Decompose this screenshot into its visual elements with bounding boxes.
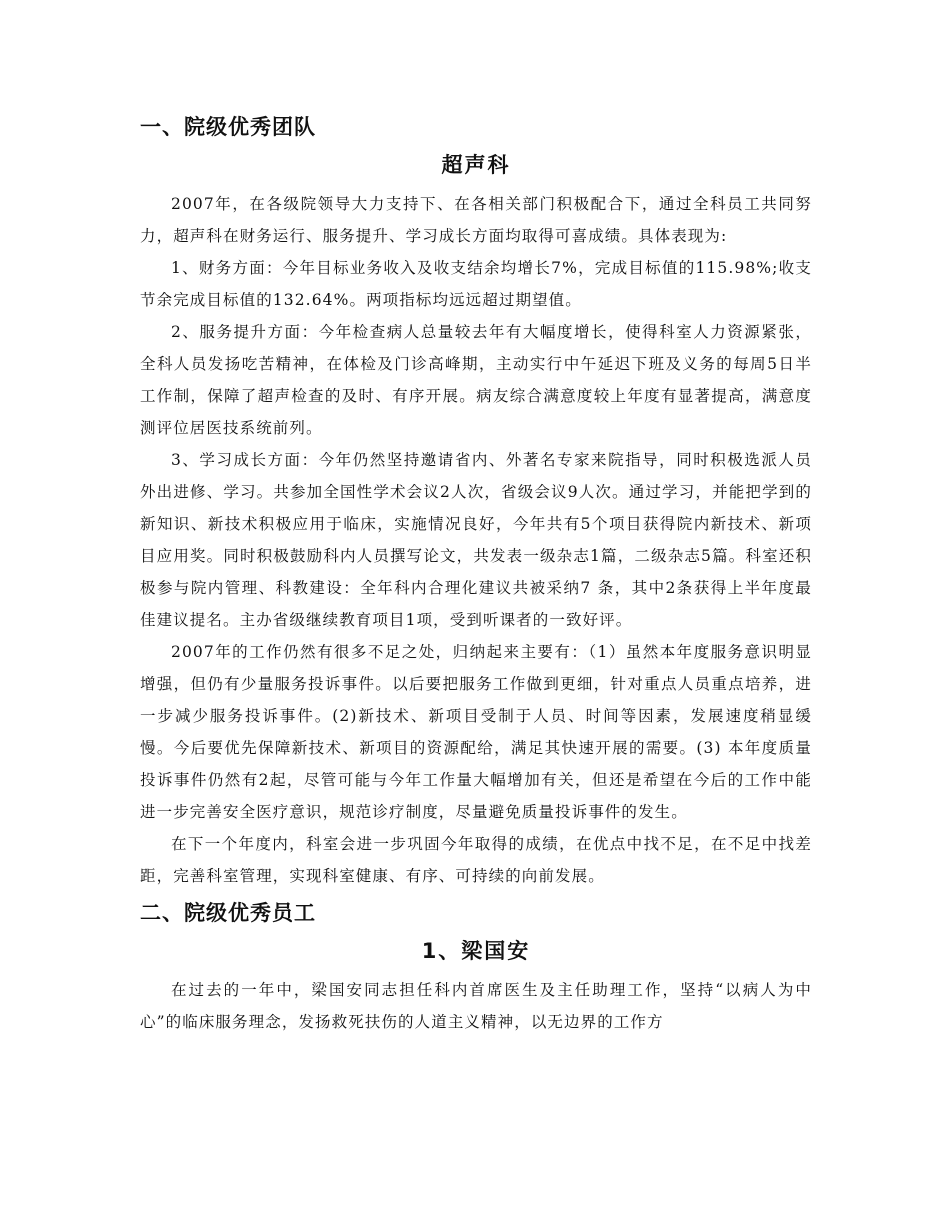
- service-paragraph: 2、服务提升方面：今年检查病人总量较去年有大幅度增长，使得科室人力资源紧张，全科人员发扬吃苦精神，在体检及门诊高峰期，主动实行中午延迟下班及义务的每周5日半工作制，保障了超声检查的及时、有序开展。病友综合满意度较上年度有显著提高，满意度测评位居医技系统前列。: [140, 323, 812, 437]
- shortcomings-paragraph: 2007年的工作仍然有很多不足之处，归纳起来主要有：（1）虽然本年度服务意识明显增强，但仍有少量服务投诉事件。以后要把服务工作做到更细，针对重点人员重点培养，进一步减少服务投诉事件。(2)新技术、新项目受制于人员、时间等因素，发展速度稍显缓慢。今后要优先保障新技术、新项目的资源配给，满足其快速开展的需要。(3) 本年度质量投诉事件仍然有2起，尽管可能与今年工作量大幅增加有关，但还是希望在今后的工作中能进一步完善安全医疗意识，规范诊疗制度，尽量避免质量投诉事件的发生。: [140, 643, 812, 821]
- person-title: 1、梁国安: [421, 939, 531, 963]
- team-title: 超声科: [441, 153, 511, 177]
- intro-paragraph: 2007年，在各级院领导大力支持下、在各相关部门积极配合下，通过全科员工共同努力，超声科在财务运行、服务提升、学习成长方面均取得可喜成绩。具体表现为:: [140, 195, 812, 245]
- section-heading-teams: 一、院级优秀团队: [140, 115, 316, 139]
- section-heading-staff: 二、院级优秀员工: [140, 901, 316, 925]
- person-paragraph: 在过去的一年中，梁国安同志担任科内首席医生及主任助理工作，坚持“以病人为中心”的临床服务理念，发扬救死扶伤的人道主义精神，以无边界的工作方: [140, 981, 812, 1031]
- finance-paragraph: 1、财务方面：今年目标业务收入及收支结余均增长7%，完成目标值的115.98%;收支节余完成目标值的132.64%。两项指标均远远超过期望值。: [140, 259, 812, 309]
- document-page: [140, 112, 812, 1038]
- learning-paragraph: 3、学习成长方面：今年仍然坚持邀请省内、外著名专家来院指导，同时积极选派人员外出进修、学习。共参加全国性学术会议2人次，省级会议9人次。通过学习，并能把学到的新知识、新技术积极应用于临床，实施情况良好，今年共有5个项目获得院内新技术、新项目应用奖。同时积极鼓励科内人员撰写论文，共发表一级杂志1篇，二级杂志5篇。科室还积极参与院内管理、科教建设：全年科内合理化建议共被采纳7 条，其中2条获得上半年度最佳建议提名。主办省级继续教育项目1项，受到听课者的一致好评。: [140, 451, 812, 629]
- outlook-paragraph: 在下一个年度内，科室会进一步巩固今年取得的成绩，在优点中找不足，在不足中找差距，完善科室管理，实现科室健康、有序、可持续的向前发展。: [140, 835, 812, 885]
